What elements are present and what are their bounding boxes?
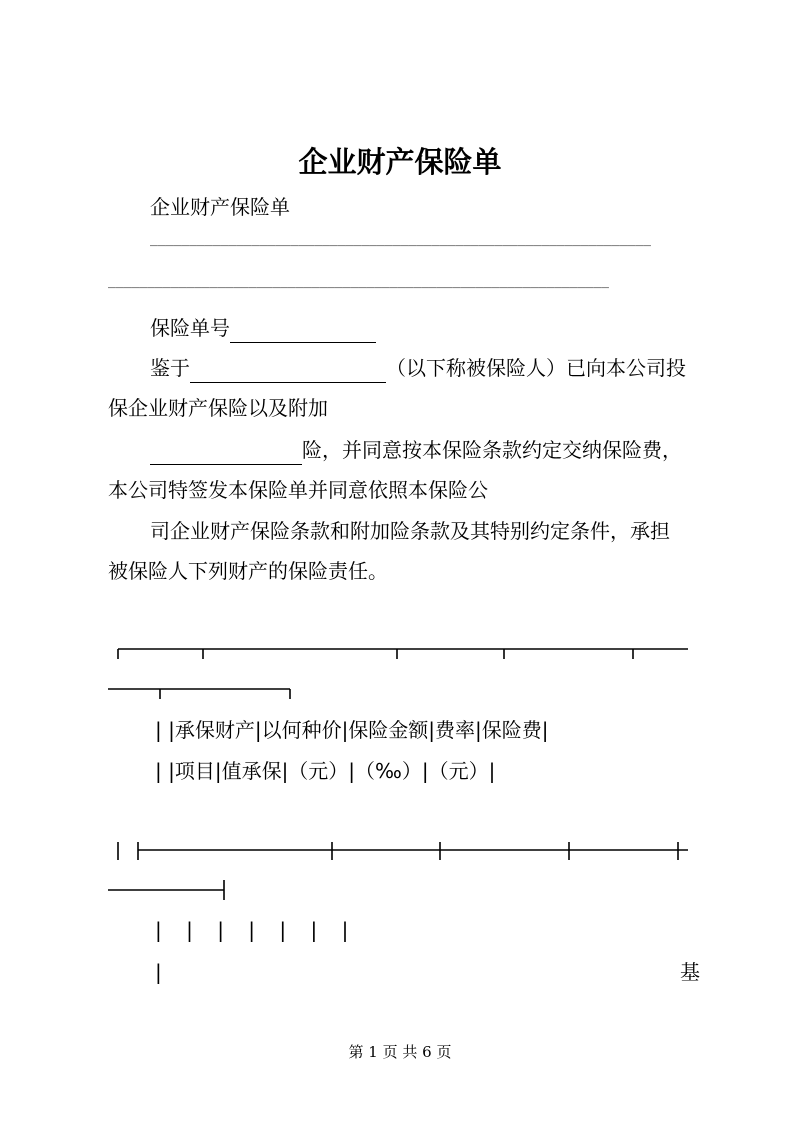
table-last-row-text: 基 bbox=[680, 960, 700, 984]
subtitle: 企业财产保险单 bbox=[150, 195, 290, 219]
paragraph-3-line-2: 被保险人下列财产的保险责任。 bbox=[108, 559, 388, 583]
table-last-row-bar: | bbox=[155, 960, 162, 984]
para2-suffix: 险，并同意按本保险条款约定交纳保险费， bbox=[302, 438, 682, 462]
dash-line-1: ________________________________________________________________ bbox=[150, 232, 651, 247]
table-header-row-2: | |项目|值承保|（元）|（‰）|（元）| bbox=[155, 759, 496, 783]
paragraph-2-line-1 bbox=[150, 435, 682, 465]
para1-prefix: 鉴于 bbox=[150, 356, 190, 380]
dash-line-2: ________________________________________________________________ bbox=[108, 274, 609, 289]
document-title: 企业财产保险单 bbox=[298, 145, 502, 179]
paragraph-2-line-2: 本公司特签发本保险单并同意依照本保险公 bbox=[108, 478, 488, 502]
paragraph-1-line-2: 保企业财产保险以及附加 bbox=[108, 396, 328, 420]
para1-suffix: （以下称被保险人）已向本公司投 bbox=[386, 356, 686, 380]
table-data-row: | | | | | | | bbox=[155, 918, 358, 942]
policy-number-label: 保险单号 bbox=[150, 316, 230, 340]
page-footer: 第 1 页 共 6 页 bbox=[348, 1043, 452, 1061]
policy-number-line bbox=[150, 313, 376, 343]
additional-insurance-blank[interactable] bbox=[150, 442, 302, 465]
paragraph-3-line-1: 司企业财产保险条款和附加险条款及其特别约定条件，承担 bbox=[150, 519, 670, 543]
insured-name-blank[interactable] bbox=[190, 360, 386, 383]
policy-number-blank[interactable] bbox=[230, 320, 376, 343]
paragraph-1-line-1 bbox=[150, 353, 686, 383]
table-header-row-1: | |承保财产|以何种价|保险金额|费率|保险费| bbox=[155, 718, 549, 742]
